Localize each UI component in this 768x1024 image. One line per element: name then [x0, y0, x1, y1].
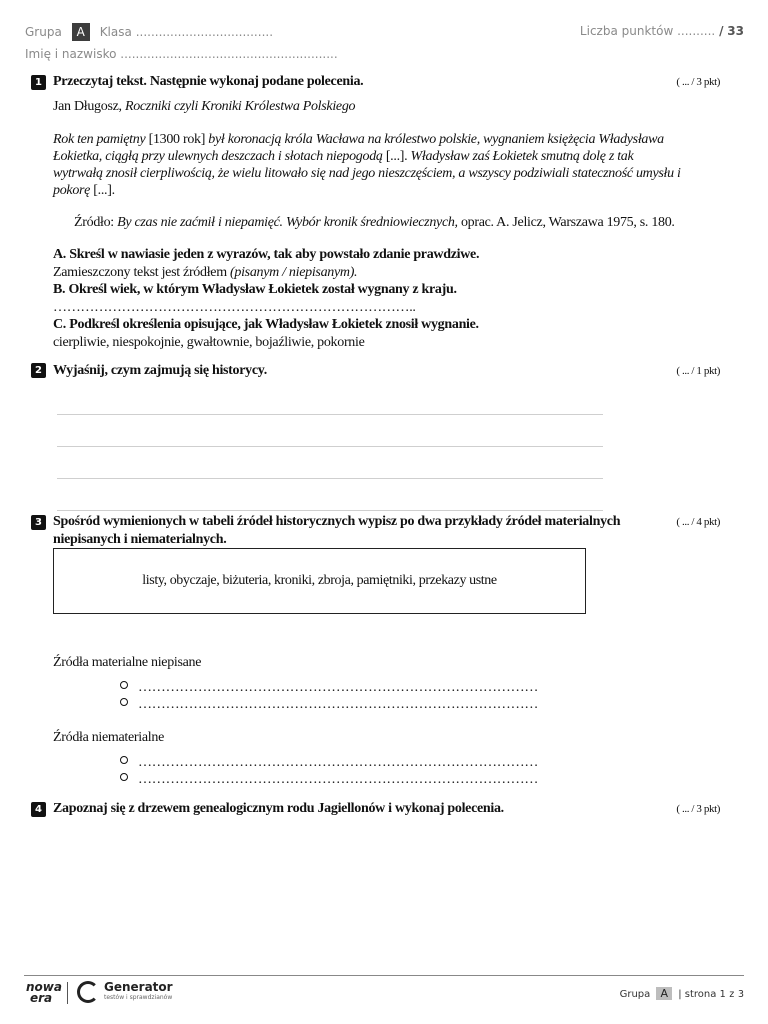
group-label: Grupa	[25, 25, 62, 39]
q1-task-b: B. Określ wiek, w którym Władysław Łokietek został wygnany z kraju.	[53, 282, 457, 297]
q2-answer-line-3[interactable]	[57, 478, 603, 479]
bullet-icon	[120, 698, 128, 706]
q3-group-1-label: Źródła materialne niepisane	[53, 655, 202, 670]
q3-group-2-answer-2[interactable]	[120, 772, 538, 788]
q1-task-a-text: Zamieszczony tekst jest źródłem	[53, 265, 227, 280]
group-badge: A	[72, 23, 90, 41]
footer-group-badge: A	[656, 987, 672, 1000]
q1-quote-l4a: pokorę	[53, 183, 91, 198]
logo-separator	[67, 982, 68, 1004]
q1-work: Roczniki czyli Kroniki Królestwa Polskiego	[124, 99, 356, 114]
footer-page-info	[620, 987, 744, 1000]
q1-source-rest: oprac. A. Jelicz, Warszawa 1975, s. 180.	[460, 215, 675, 230]
q1-source-title: By czas nie zaćmił i niepamięć. Wybór kronik średniowiecznych,	[117, 215, 458, 230]
q1-task-a: A. Skreśl w nawiasie jeden z wyrazów, tak aby powstało zdanie prawdziwe.	[53, 247, 480, 262]
q1-source	[74, 214, 675, 231]
q3-group-1-answer-2[interactable]	[120, 697, 538, 713]
footer-rule	[24, 975, 744, 976]
generator-logo-subtitle: testów i sprawdzianów	[104, 994, 173, 1001]
bullet-icon	[120, 756, 128, 764]
question-4-title: Zapoznaj się z drzewem genealogicznym rodu Jagiellonów i wykonaj polecenia.	[53, 801, 504, 816]
q3-group-1-answer-1[interactable]	[120, 680, 538, 696]
bullet-icon	[120, 681, 128, 689]
q2-answer-line-2[interactable]	[57, 446, 603, 447]
q1-quote-line-1	[53, 131, 693, 148]
footer-page-of: z	[728, 989, 735, 1000]
bullet-icon	[120, 773, 128, 781]
question-3-points: ( ... / 4 pkt)	[676, 516, 720, 528]
q1-quote-l2b: [...].	[385, 149, 408, 164]
q1-task-c: C. Podkreśl określenia opisujące, jak Władysław Łokietek znosił wygnanie.	[53, 317, 479, 332]
question-4-points: ( ... / 3 pkt)	[676, 803, 720, 815]
q3-group-2-label: Źródła niematerialne	[53, 730, 164, 745]
question-2-title: Wyjaśnij, czym zajmują się historycy.	[53, 363, 267, 378]
answer-dots: ……………………………………………………………………………	[138, 755, 539, 770]
q1-quote-l2c: Władysław zaś Łokietek smutną dolę z tak	[410, 149, 634, 164]
points-label: Liczba punktów	[579, 24, 674, 38]
q1-author-line	[53, 98, 355, 115]
question-2-points: ( ... / 1 pkt)	[676, 365, 720, 377]
header-points	[580, 24, 744, 38]
header-group-row	[25, 23, 273, 41]
question-1-number: 1	[31, 75, 46, 90]
question-1-title: Przeczytaj tekst. Następnie wykonaj podane polecenia.	[53, 74, 364, 89]
q1-task-a-sentence	[53, 264, 357, 281]
q1-quote-line-3: wytrwałą znosił cierpliwością, że wielu litowało się nad jego nieszczęściem, a wszyscy podziwiali stateczność umysłu i	[53, 166, 681, 181]
logo-nowa-text: nowa	[26, 980, 62, 994]
q1-task-a-options[interactable]: (pisanym / niepisanym).	[230, 265, 358, 280]
q1-task-c-options[interactable]: cierpliwie, niespokojnie, gwałtownie, bojaźliwie, pokornie	[53, 335, 365, 350]
question-3-number: 3	[31, 515, 46, 530]
footer-page-total: 3	[737, 989, 744, 1000]
q1-quote-l4b: [...].	[93, 183, 115, 198]
class-label: Klasa	[99, 25, 132, 39]
points-field[interactable]: ..........	[677, 24, 716, 38]
q2-answer-line-1[interactable]	[57, 414, 603, 415]
generator-logo-text: Generator	[104, 980, 173, 994]
q1-task-b-answer[interactable]: ……………………………………………………………………..	[53, 300, 416, 315]
q1-quote-line-2	[53, 148, 693, 165]
answer-dots: ……………………………………………………………………………	[138, 680, 539, 695]
q3-group-2-answer-1[interactable]	[120, 755, 538, 771]
q1-quote-l1b: [1300 rok]	[148, 132, 206, 147]
footer-group-label: Grupa	[619, 989, 651, 1000]
q3-sources-list: listy, obyczaje, biżuteria, kroniki, zbroja, pamiętniki, przekazy ustne	[142, 573, 497, 588]
answer-dots: ……………………………………………………………………………	[138, 772, 539, 787]
question-4-number: 4	[31, 802, 46, 817]
header-name-row	[25, 47, 338, 61]
name-label: Imię i nazwisko	[25, 47, 117, 61]
question-2-number: 2	[31, 363, 46, 378]
q1-author: Jan Długosz,	[53, 99, 122, 114]
q1-quote-l1a: Rok ten pamiętny	[53, 132, 146, 147]
question-3-title-line-1: Spośród wymienionych w tabeli źródeł historycznych wypisz po dwa przykłady źródeł materialnych	[53, 514, 621, 529]
class-field[interactable]: ....................................	[135, 25, 274, 39]
q2-answer-line-4[interactable]	[57, 510, 603, 511]
q1-quote-l1c: był koronacją króla Wacława na królestwo polskie, wygnaniem księżęcia Władysława	[208, 132, 664, 147]
q3-sources-box	[53, 548, 586, 614]
question-3-title	[53, 513, 620, 549]
nowa-era-logo	[26, 982, 62, 1004]
q1-quote-l2a: Łokietka, ciągłą przy ulewnych deszczach i słotach niepogodą	[53, 149, 383, 164]
q1-quote	[53, 131, 693, 199]
answer-dots: ……………………………………………………………………………	[138, 697, 539, 712]
question-3-title-line-2: niepisanych i niematerialnych.	[53, 532, 227, 547]
q1-quote-line-4	[53, 182, 693, 199]
footer-page-label: | strona	[678, 989, 717, 1000]
logo-era-text: era	[30, 991, 53, 1005]
q1-source-label: Źródło:	[74, 215, 114, 230]
points-total: 33	[727, 24, 744, 38]
generator-g-icon	[77, 981, 99, 1003]
name-field[interactable]: .........................................................	[120, 47, 338, 61]
footer-page-number: 1	[719, 989, 726, 1000]
question-1-points: ( ... / 3 pkt)	[676, 76, 720, 88]
points-sep: /	[719, 24, 724, 38]
